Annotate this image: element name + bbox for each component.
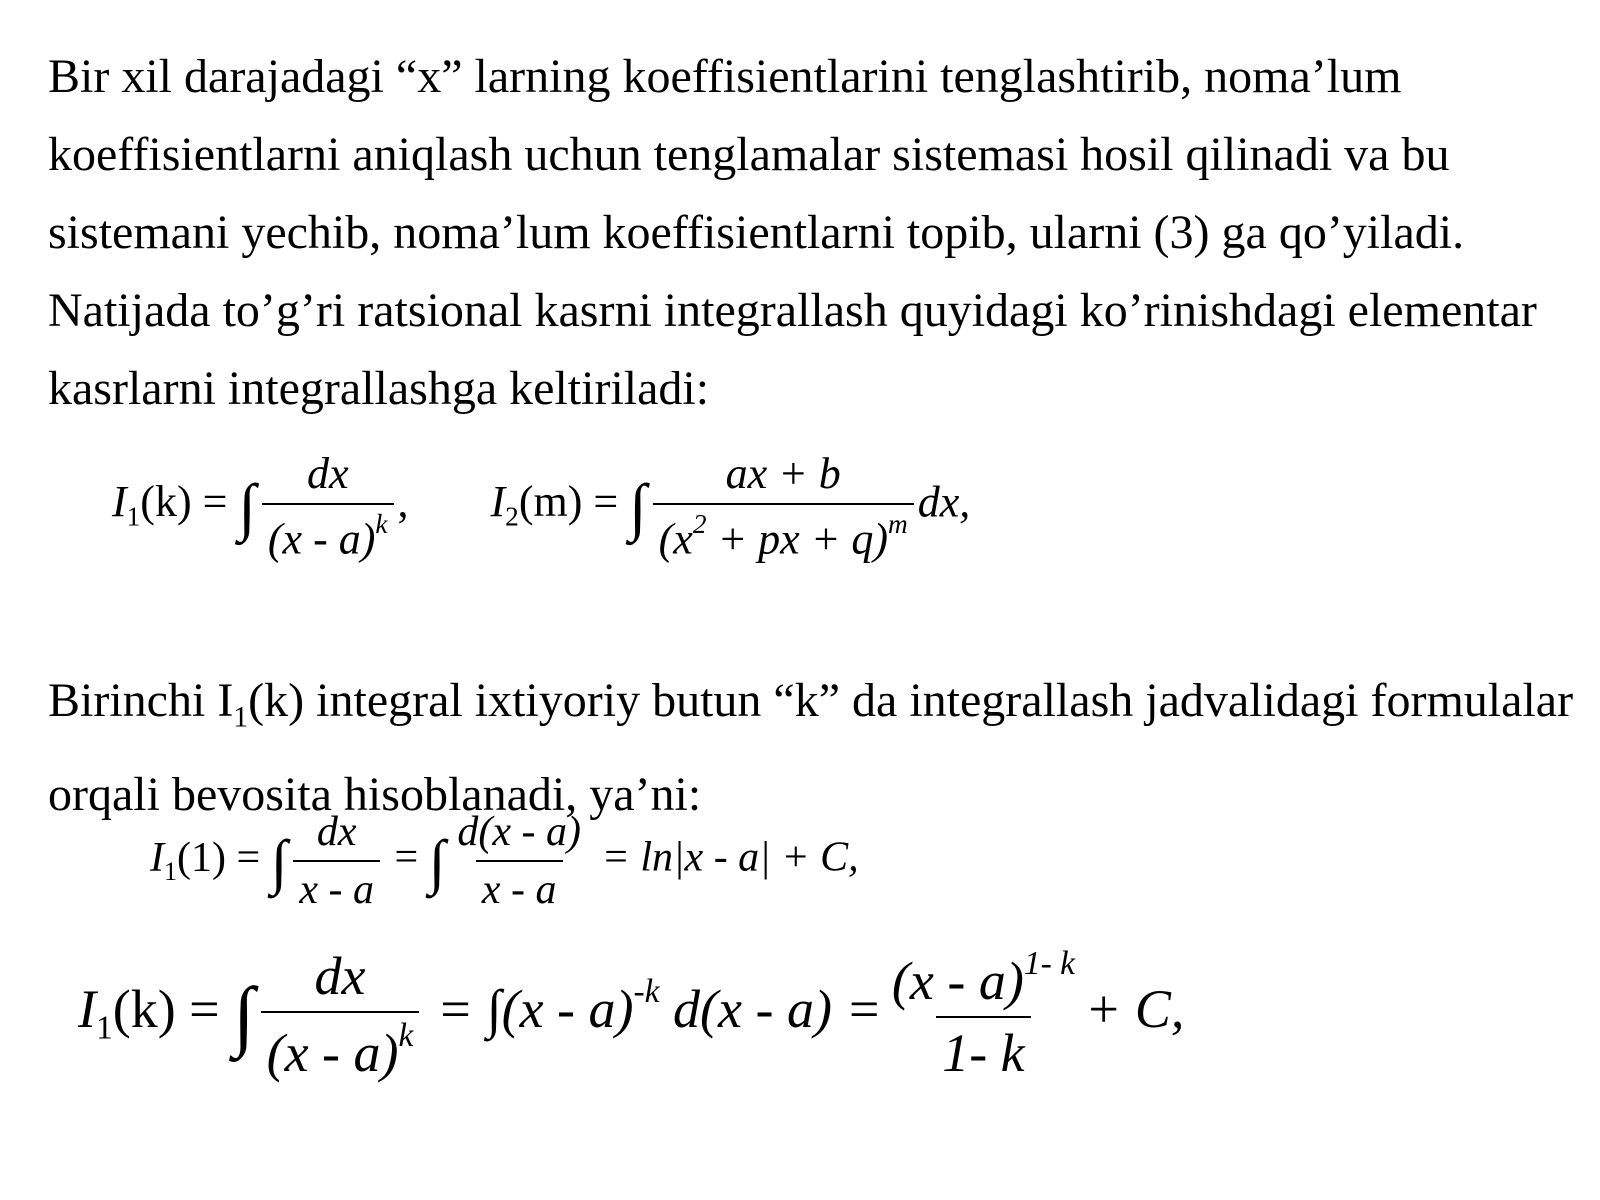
i2-fraction: $\frac{ax + b}{(x^2 + px + q)^m}$ (653, 448, 914, 564)
fraction-result: $\frac{(x - a)^{1- k}}{1- k}$ (891, 945, 1075, 1084)
integral-sign: ∫ (428, 828, 446, 896)
i1-1-label: $I_1(1)$ = (150, 834, 261, 886)
i1-fraction: $\frac{dx}{(x - a)^k}$ (262, 448, 394, 564)
fraction-dxa-over-x-a: $\frac{d(x - a)}{x - a}$ (457, 809, 581, 913)
formula-i1-of-1: $I_1(1)$ = ∫ $\frac{dx}{x - a}$ = ∫ $\frac{d(x - a)}{x - a}$ = ln|x - a| + C, (150, 809, 859, 913)
result-c: + C, (1084, 978, 1185, 1039)
integral-sign: ∫ (233, 971, 255, 1059)
integral-sign: ∫ (270, 828, 288, 896)
power-form: = ∫(x - a)$^{-k}$ d(x - a) = (436, 972, 882, 1039)
integral-sign: ∫ (629, 470, 647, 542)
formula-row-i1-i2: $I_1(k)$ = ∫ $\frac{dx}{(x - a)^k}$ , $I_2(m)$ = ∫ $\frac{ax + b}{(x^2 + px + q)^m}$ dx, (112, 449, 971, 564)
i1-label: $I_1(k)$ = (112, 477, 228, 532)
paragraph-first-integral: Birinchi $I_1(k)$ integral ixtiyoriy butun “k” da integrallash jadvalidagi formulalar orqali bevosita hisoblanadi, ya’ni: (48, 674, 1574, 822)
formula-i1-of-k (78, 945, 1184, 1084)
fraction-dx-over-x-a-k: $\frac{dx}{(x - a)^k}$ (261, 945, 420, 1084)
i1-k-label: $I_1(k)$ = (78, 978, 220, 1047)
i2-label: $I_2(m)$ = (490, 477, 619, 532)
result-ln: = ln|x - a| + C, (601, 834, 859, 881)
fraction-dx-over-x-a: $\frac{dx}{x - a}$ (293, 808, 380, 914)
integral-sign: ∫ (238, 470, 256, 542)
paragraph-intro: Bir xil darajadagi “x” larning koeffisientlarini tenglashtirib, noma’lum koeffisientlarni aniqlash uchun tenglamalar sistemasi hosil qilinadi va bu sistemani yechib, noma’lum koeffisientlarni topib, ularni (3) ga qo’yiladi. Natijada to’g’ri ratsional kasrni integrallash quyidagi ko’rinishdagi elementar kasrlarni integrallashga keltiriladi: (48, 50, 1537, 415)
